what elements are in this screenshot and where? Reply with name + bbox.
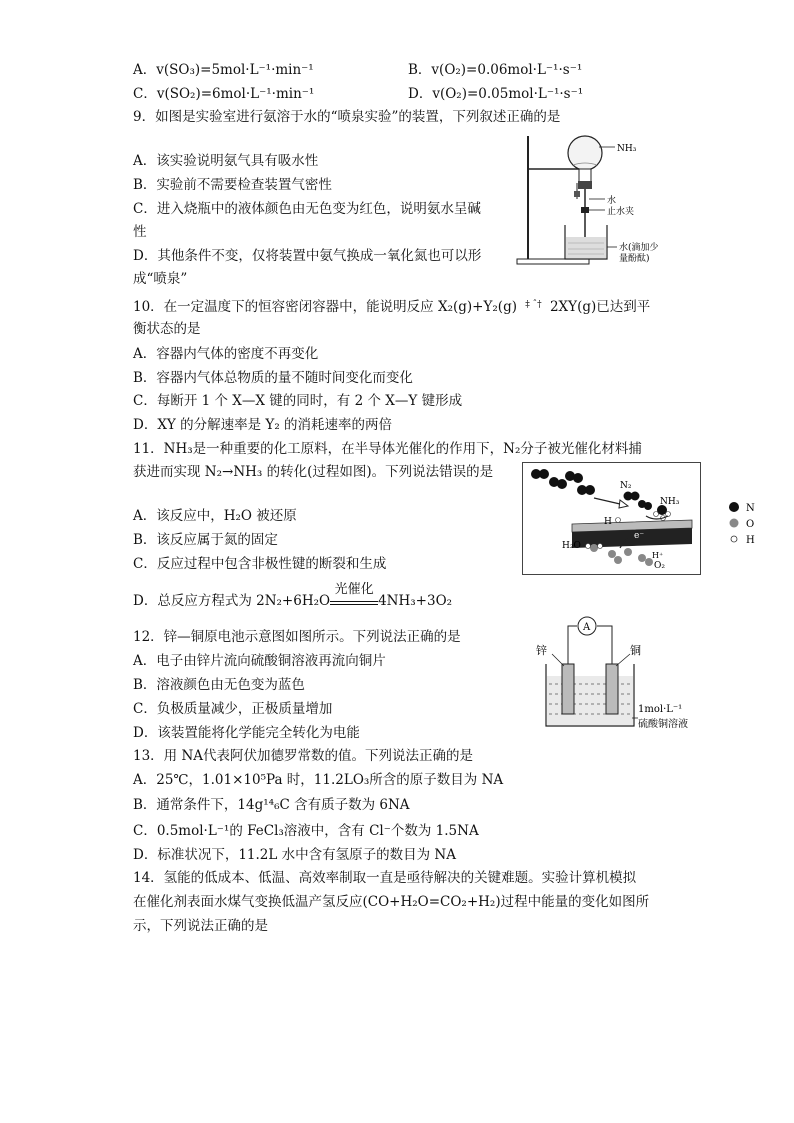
ammeter-label: A: [583, 622, 591, 633]
galvanic-cell-figure: [532, 614, 712, 734]
concentration-label: 1mol·L⁻¹: [638, 704, 683, 715]
fig11-nh3-label: NH₃: [660, 497, 680, 507]
q11-option-a: A．该反应中，H₂O 被还原: [133, 508, 297, 524]
q11-equation-reactants: D．总反应方程式为 2N₂+6H₂O: [133, 593, 331, 609]
q10-option-c: C．每断开 1 个 X—X 键的同时，有 2 个 X—Y 键形成: [133, 393, 463, 409]
fig11-o2-label: O₂: [654, 561, 665, 571]
q11-equation-products: 4NH₃+3O₂: [378, 593, 453, 609]
q10-stem-text: 10．在一定温度下的恒容密闭容器中，能说明反应 X₂(g)+Y₂(g): [133, 299, 517, 315]
q11-stem-line1: 11．NH₃是一种重要的化工原料，在半导体光催化的作用下，N₂分子被光催化材料捕: [133, 441, 642, 457]
legend-h: H: [746, 535, 755, 546]
q8-option-b: B．v(O₂)=0.06mol·L⁻¹·s⁻¹: [408, 62, 583, 78]
q8-option-a: A．v(SO₃)=5mol·L⁻¹·min⁻¹: [133, 62, 314, 78]
legend-n: N: [746, 503, 755, 514]
q11-stem-line2: 获进而实现 N₂→NH₃ 的转化(过程如图)。下列说法错误的是: [133, 464, 494, 480]
q12-option-b: B．溶液颜色由无色变为蓝色: [133, 677, 305, 693]
q11-option-b: B．该反应属于氮的固定: [133, 532, 278, 548]
fig9-water-label: 水: [607, 196, 617, 206]
photocatalysis-legend: [726, 500, 776, 548]
q9-stem: 9．如图是实验室进行氨溶于水的“喷泉实验”的装置，下列叙述正确的是: [133, 109, 561, 125]
q13-option-b: B．通常条件下，14g¹⁴₆C 含有质子数为 6NA: [133, 797, 410, 813]
fig11-h2o-label: H₂O: [562, 541, 581, 551]
q12-option-c: C．负极质量减少，正极质量增加: [133, 701, 333, 717]
q9-option-d-line2: 成“喷泉”: [133, 271, 188, 287]
fig9-beaker-label-2: 量酚酞): [619, 254, 650, 264]
q12-stem: 12．锌—铜原电池示意图如图所示。下列说法正确的是: [133, 629, 461, 645]
q8-option-d: D．v(O₂)=0.05mol·L⁻¹·s⁻¹: [408, 86, 584, 102]
q12-option-d: D．该装置能将化学能完全转化为电能: [133, 725, 360, 741]
solution-label: 硫酸铜溶液: [638, 719, 688, 730]
fig11-n2-label: N₂: [620, 481, 632, 491]
q10-option-d: D．XY 的分解速率是 Y₂ 的消耗速率的两倍: [133, 417, 393, 433]
q10-stem-product: 2XY(g)已达到平: [549, 299, 651, 315]
q14-stem-line1: 14．氢能的低成本、低温、高效率制取一直是亟待解决的关键难题。实验计算机模拟: [133, 870, 637, 886]
q9-option-a: A．该实验说明氨气具有吸水性: [133, 153, 319, 169]
q13-option-a: A．25℃，1.01×10⁵Pa 时，11.2LO₃所含的原子数目为 NA: [133, 772, 504, 788]
equation-double-bar: [330, 601, 378, 605]
q14-stem-line2: 在催化剂表面水煤气变换低温产氢反应(CO+H₂O=CO₂+H₂)过程中能量的变化如图所: [133, 894, 650, 910]
fig11-hplus-label: H⁺: [652, 551, 664, 560]
q10-option-a: A．容器内气体的密度不再变化: [133, 346, 319, 362]
q9-option-b: B．实验前不需要检查装置气密性: [133, 177, 332, 193]
legend-o: O: [746, 519, 755, 530]
q10-stem-line1: [133, 296, 650, 316]
fig9-nh3-label: NH₃: [617, 144, 637, 154]
q8-option-c: C．v(SO₂)=6mol·L⁻¹·min⁻¹: [133, 86, 315, 102]
copper-label: 铜: [630, 644, 641, 657]
fig11-h-label: H: [604, 517, 612, 527]
q13-stem: 13．用 NA代表阿伏加德罗常数的值。下列说法正确的是: [133, 748, 474, 764]
equilibrium-arrow: ‡ ˆ†: [525, 300, 542, 310]
photocatalysis-process-figure: [522, 462, 712, 577]
q10-option-b: B．容器内气体总物质的量不随时间变化而变化: [133, 370, 413, 386]
q13-option-d: D．标准状况下，11.2L 水中含有氢原子的数目为 NA: [133, 847, 456, 863]
q9-option-c-line2: 性: [133, 224, 147, 240]
photocatalysis-condition: 光催化: [334, 582, 374, 597]
fountain-apparatus-figure: [515, 133, 675, 268]
q9-option-d-line1: D．其他条件不变，仅将装置中氨气换成一氧化氮也可以形: [133, 248, 482, 264]
q10-stem-line2: 衡状态的是: [133, 321, 201, 337]
q11-option-d: [133, 582, 453, 610]
fig9-clamp-label: 止水夹: [607, 207, 635, 217]
q11-option-c: C．反应过程中包含非极性键的断裂和生成: [133, 556, 387, 572]
fig9-beaker-label-1: 水(滴加少: [619, 243, 659, 253]
q12-option-a: A．电子由锌片流向硫酸铜溶液再流向铜片: [133, 653, 386, 669]
zinc-label: 锌: [536, 644, 547, 657]
q14-stem-line3: 示，下列说法正确的是: [133, 918, 268, 934]
fig11-electron-label: e⁻: [634, 531, 645, 541]
q9-option-c-line1: C．进入烧瓶中的液体颜色由无色变为红色，说明氨水呈碱: [133, 201, 481, 217]
q13-option-c: C．0.5mol·L⁻¹的 FeCl₃溶液中，含有 Cl⁻个数为 1.5NA: [133, 823, 479, 839]
